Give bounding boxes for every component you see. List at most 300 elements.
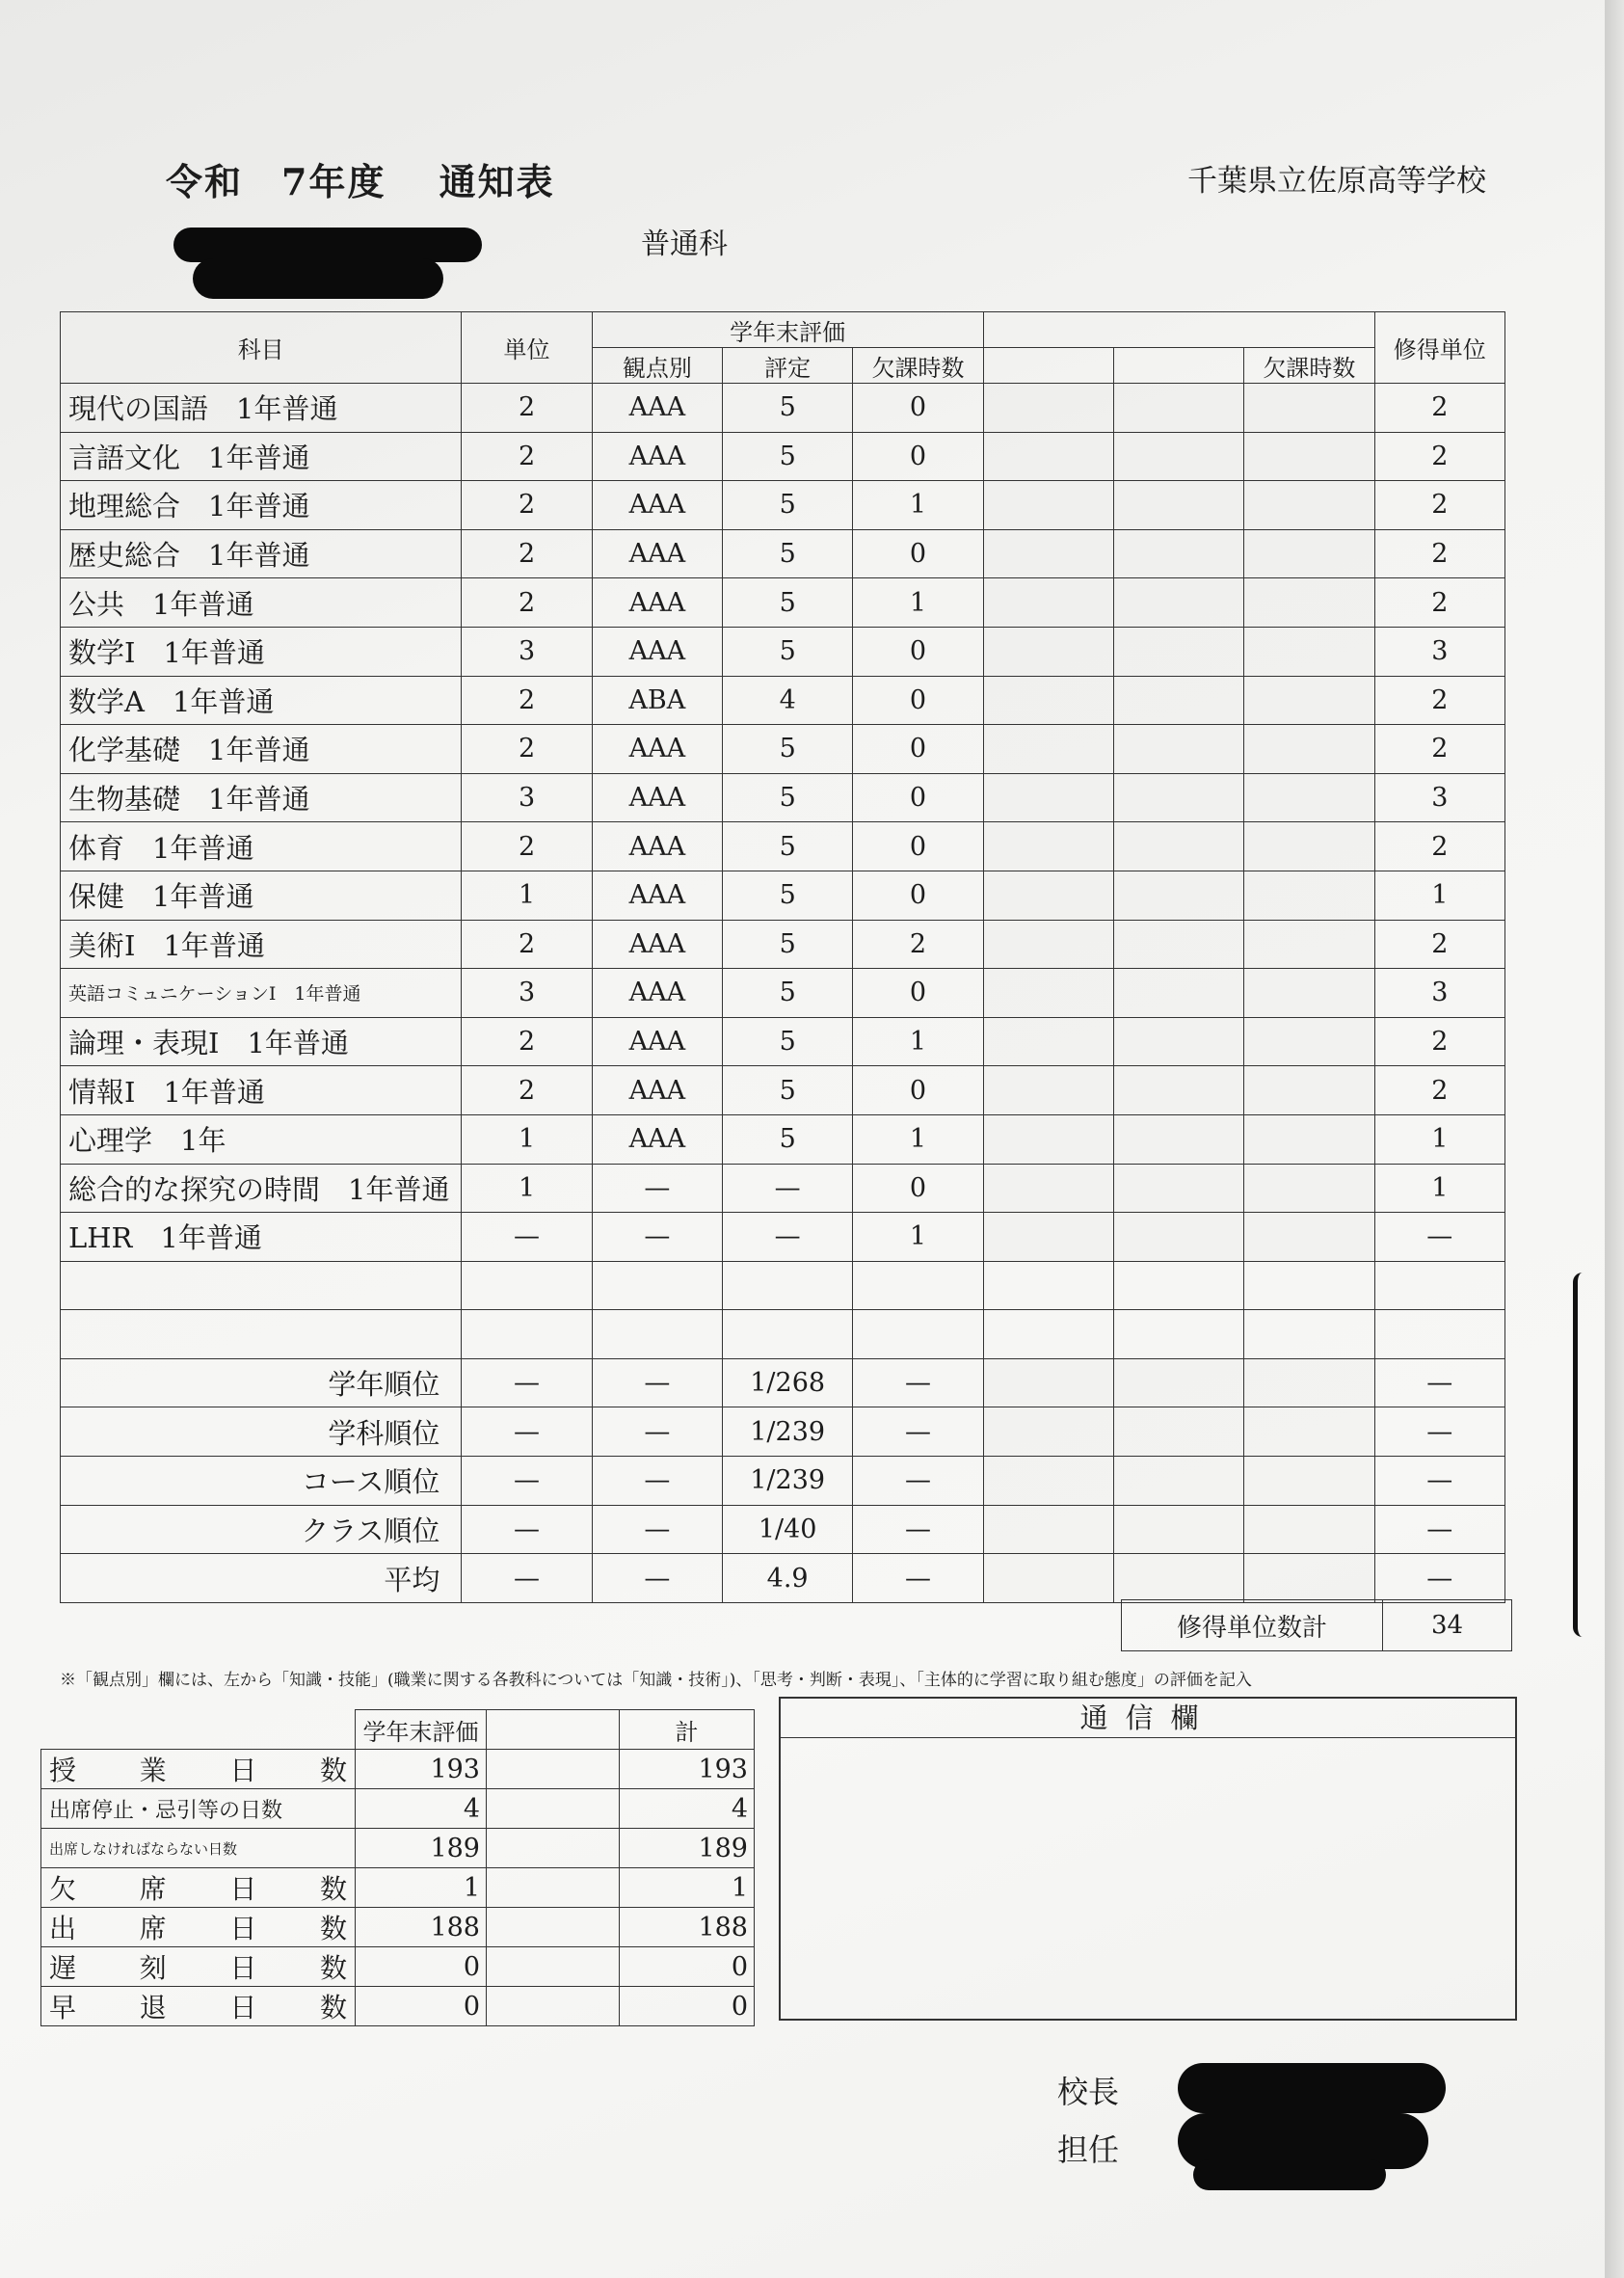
attendance-total: 0 xyxy=(620,1987,755,2026)
homeroom-label: 担任 xyxy=(1057,2131,1120,2168)
earned-units-cell: 3 xyxy=(1374,627,1504,676)
blank-cell xyxy=(983,969,1113,1018)
rating-cell: 1/40 xyxy=(723,1505,853,1554)
viewpoint-cell: — xyxy=(592,1407,722,1457)
table-row xyxy=(61,1066,1505,1115)
blank-cell xyxy=(1244,1164,1374,1213)
absent-hours-cell: 1 xyxy=(853,1114,983,1164)
table-row xyxy=(61,725,1505,774)
blank-cell xyxy=(1244,578,1374,628)
blank-cell xyxy=(1244,1017,1374,1066)
earned-units-cell: — xyxy=(1374,1505,1504,1554)
blank-cell xyxy=(983,1358,1113,1407)
absent-hours-cell: 0 xyxy=(853,822,983,871)
blank-cell xyxy=(983,529,1113,578)
rank-label: クラス順位 xyxy=(61,1505,462,1554)
attendance-col-year-end: 学年末評価 xyxy=(356,1710,487,1750)
subject-cell: 数学A 1年普通 xyxy=(61,676,462,725)
header-blank-2 xyxy=(1113,348,1243,384)
blank-cell xyxy=(983,432,1113,481)
blank-cell xyxy=(983,822,1113,871)
earned-units-cell: 3 xyxy=(1374,773,1504,822)
blank-cell xyxy=(1113,1407,1243,1457)
blank-cell xyxy=(1244,1358,1374,1407)
subject-cell: 現代の国語 1年普通 xyxy=(61,384,462,433)
attendance-total: 188 xyxy=(620,1908,755,1947)
rating-cell: 4.9 xyxy=(723,1554,853,1603)
blank-cell xyxy=(983,481,1113,530)
viewpoint-cell: ABA xyxy=(592,676,722,725)
attendance-label: 早退日数 xyxy=(41,1987,356,2026)
table-row xyxy=(61,676,1505,725)
rating-cell: 5 xyxy=(723,1017,853,1066)
blank-cell xyxy=(1113,773,1243,822)
attendance-label: 欠席日数 xyxy=(41,1868,356,1908)
viewpoint-cell: AAA xyxy=(592,725,722,774)
attendance-year-end: 0 xyxy=(356,1947,487,1987)
subject-cell: 英語コミュニケーションⅠ 1年普通 xyxy=(61,969,462,1018)
principal-label: 校長 xyxy=(1057,2074,1120,2110)
units-cell: 1 xyxy=(462,1164,592,1213)
rank-row xyxy=(61,1505,1505,1554)
attendance-row xyxy=(41,1750,755,1789)
units-cell: 1 xyxy=(462,871,592,920)
blank-cell xyxy=(1113,969,1243,1018)
rank-label: コース順位 xyxy=(61,1457,462,1506)
blank-cell xyxy=(983,1066,1113,1115)
subject-cell: 保健 1年普通 xyxy=(61,871,462,920)
blank-cell xyxy=(1113,1066,1243,1115)
absent-hours-cell: — xyxy=(853,1505,983,1554)
absent-hours-cell: 0 xyxy=(853,725,983,774)
attendance-col-blank xyxy=(487,1710,620,1750)
header-absent-hours-2: 欠課時数 xyxy=(1244,348,1374,384)
rating-cell: 1/268 xyxy=(723,1358,853,1407)
blank-cell xyxy=(983,1505,1113,1554)
absent-hours-cell: 0 xyxy=(853,1066,983,1115)
subject-cell: 心理学 1年 xyxy=(61,1114,462,1164)
blank-cell xyxy=(1244,627,1374,676)
blank-cell xyxy=(1113,1213,1243,1262)
attendance-blank xyxy=(487,1789,620,1829)
subject-cell: 公共 1年普通 xyxy=(61,578,462,628)
absent-hours-cell: 0 xyxy=(853,627,983,676)
viewpoint-cell: — xyxy=(592,1554,722,1603)
table-row xyxy=(61,1164,1505,1213)
attendance-row xyxy=(41,1789,755,1829)
attendance-blank xyxy=(487,1947,620,1987)
units-cell: 2 xyxy=(462,432,592,481)
viewpoint-cell: AAA xyxy=(592,822,722,871)
absent-hours-cell: 0 xyxy=(853,676,983,725)
viewpoint-cell: AAA xyxy=(592,920,722,969)
rank-row xyxy=(61,1358,1505,1407)
blank-cell xyxy=(983,1114,1113,1164)
absent-hours-cell: 0 xyxy=(853,773,983,822)
redaction-name-2 xyxy=(193,258,443,299)
absent-hours-cell: — xyxy=(853,1358,983,1407)
total-units-table xyxy=(1121,1599,1512,1651)
header-blank xyxy=(983,312,1374,348)
header-units: 単位 xyxy=(462,312,592,384)
earned-units-cell: — xyxy=(1374,1213,1504,1262)
blank-cell xyxy=(983,384,1113,433)
earned-units-cell: 2 xyxy=(1374,481,1504,530)
rating-cell: — xyxy=(723,1164,853,1213)
blank-cell xyxy=(983,1457,1113,1506)
earned-units-cell: 2 xyxy=(1374,529,1504,578)
rating-cell: 5 xyxy=(723,822,853,871)
earned-units-cell: 2 xyxy=(1374,384,1504,433)
blank-cell xyxy=(1113,1017,1243,1066)
blank-cell xyxy=(1244,969,1374,1018)
attendance-row xyxy=(41,1987,755,2026)
rating-cell: 5 xyxy=(723,529,853,578)
viewpoint-cell: AAA xyxy=(592,1066,722,1115)
blank-cell xyxy=(1244,822,1374,871)
blank-cell xyxy=(1244,1554,1374,1603)
blank-cell xyxy=(1113,529,1243,578)
attendance-blank xyxy=(487,1829,620,1868)
blank-cell xyxy=(1244,1114,1374,1164)
rating-cell: 5 xyxy=(723,1066,853,1115)
blank-cell xyxy=(1244,432,1374,481)
blank-cell xyxy=(1244,1407,1374,1457)
table-row xyxy=(61,773,1505,822)
attendance-table xyxy=(40,1709,755,2026)
rank-label: 平均 xyxy=(61,1554,462,1603)
earned-units-cell: — xyxy=(1374,1358,1504,1407)
blank-cell xyxy=(1244,920,1374,969)
earned-units-cell: 3 xyxy=(1374,969,1504,1018)
redaction-name xyxy=(173,228,482,262)
earned-units-cell: 2 xyxy=(1374,432,1504,481)
blank-cell xyxy=(983,725,1113,774)
attendance-blank xyxy=(487,1868,620,1908)
viewpoint-cell: AAA xyxy=(592,432,722,481)
table-row xyxy=(61,920,1505,969)
attendance-blank xyxy=(487,1750,620,1789)
viewpoint-cell: AAA xyxy=(592,1114,722,1164)
blank-cell xyxy=(1244,1505,1374,1554)
units-cell: — xyxy=(462,1457,592,1506)
rating-cell: 1/239 xyxy=(723,1457,853,1506)
rank-row xyxy=(61,1457,1505,1506)
table-row xyxy=(61,627,1505,676)
subject-cell: 論理・表現Ⅰ 1年普通 xyxy=(61,1017,462,1066)
blank-cell xyxy=(1113,481,1243,530)
blank-cell xyxy=(1244,725,1374,774)
pen-mark xyxy=(1573,1273,1591,1637)
absent-hours-cell: 1 xyxy=(853,1017,983,1066)
units-cell: — xyxy=(462,1554,592,1603)
header-earned-units: 修得単位 xyxy=(1374,312,1504,384)
rating-cell: 4 xyxy=(723,676,853,725)
viewpoint-note: ※「観点別」欄には、左から「知識・技能」(職業に関する各教科については「知識・技術」)、「思考・判断・表現」、「主体的に学習に取り組む態度」の評価を記入 xyxy=(60,1671,1252,1690)
absent-hours-cell: 0 xyxy=(853,1164,983,1213)
rating-cell: — xyxy=(723,1213,853,1262)
blank-cell xyxy=(983,1554,1113,1603)
units-cell: 2 xyxy=(462,384,592,433)
subject-cell: 数学Ⅰ 1年普通 xyxy=(61,627,462,676)
subject-cell: 情報Ⅰ 1年普通 xyxy=(61,1066,462,1115)
earned-units-cell: — xyxy=(1374,1457,1504,1506)
rating-cell: 5 xyxy=(723,969,853,1018)
total-units-label: 修得単位数計 xyxy=(1122,1600,1383,1651)
subject-cell: LHR 1年普通 xyxy=(61,1213,462,1262)
viewpoint-cell: AAA xyxy=(592,627,722,676)
earned-units-cell: 1 xyxy=(1374,871,1504,920)
empty-row-2 xyxy=(61,1310,462,1359)
header-blank-1 xyxy=(983,348,1113,384)
rank-row xyxy=(61,1407,1505,1457)
table-row xyxy=(61,871,1505,920)
earned-units-cell: 2 xyxy=(1374,676,1504,725)
absent-hours-cell: 2 xyxy=(853,920,983,969)
subject-cell: 美術Ⅰ 1年普通 xyxy=(61,920,462,969)
absent-hours-cell: 0 xyxy=(853,384,983,433)
units-cell: 2 xyxy=(462,529,592,578)
units-cell: — xyxy=(462,1505,592,1554)
blank-cell xyxy=(1244,1066,1374,1115)
table-row xyxy=(61,969,1505,1018)
attendance-row xyxy=(41,1947,755,1987)
blank-cell xyxy=(1113,1554,1243,1603)
blank-cell xyxy=(1244,529,1374,578)
subject-cell: 生物基礎 1年普通 xyxy=(61,773,462,822)
earned-units-cell: 1 xyxy=(1374,1164,1504,1213)
blank-cell xyxy=(1113,725,1243,774)
absent-hours-cell: 0 xyxy=(853,969,983,1018)
rating-cell: 1/239 xyxy=(723,1407,853,1457)
blank-cell xyxy=(1113,432,1243,481)
subject-cell: 体育 1年普通 xyxy=(61,822,462,871)
attendance-row xyxy=(41,1829,755,1868)
blank-cell xyxy=(983,773,1113,822)
rank-row xyxy=(61,1554,1505,1603)
rating-cell: 5 xyxy=(723,773,853,822)
viewpoint-cell: AAA xyxy=(592,384,722,433)
rating-cell: 5 xyxy=(723,920,853,969)
viewpoint-cell: AAA xyxy=(592,1017,722,1066)
blank-cell xyxy=(983,1407,1113,1457)
units-cell: 2 xyxy=(462,1017,592,1066)
attendance-total: 1 xyxy=(620,1868,755,1908)
attendance-label: 遅刻日数 xyxy=(41,1947,356,1987)
blank-cell xyxy=(983,1017,1113,1066)
earned-units-cell: 2 xyxy=(1374,1066,1504,1115)
viewpoint-cell: AAA xyxy=(592,481,722,530)
table-row xyxy=(61,529,1505,578)
header-subject: 科目 xyxy=(61,312,462,384)
attendance-label: 出席停止・忌引等の日数 xyxy=(41,1789,356,1829)
table-row xyxy=(61,481,1505,530)
attendance-year-end: 1 xyxy=(356,1868,487,1908)
blank-cell xyxy=(983,676,1113,725)
earned-units-cell: — xyxy=(1374,1407,1504,1457)
table-row xyxy=(61,1017,1505,1066)
attendance-year-end: 188 xyxy=(356,1908,487,1947)
blank-cell xyxy=(983,627,1113,676)
earned-units-cell: 2 xyxy=(1374,822,1504,871)
blank-cell xyxy=(1113,1164,1243,1213)
header-absent-hours: 欠課時数 xyxy=(853,348,983,384)
table-row xyxy=(61,1114,1505,1164)
attendance-label: 出席日数 xyxy=(41,1908,356,1947)
rating-cell: 5 xyxy=(723,481,853,530)
attendance-label: 授業日数 xyxy=(41,1750,356,1789)
rating-cell: 5 xyxy=(723,725,853,774)
viewpoint-cell: — xyxy=(592,1213,722,1262)
blank-cell xyxy=(1244,871,1374,920)
blank-cell xyxy=(1113,822,1243,871)
blank-cell xyxy=(983,871,1113,920)
rating-cell: 5 xyxy=(723,432,853,481)
units-cell: 3 xyxy=(462,627,592,676)
table-row xyxy=(61,1213,1505,1262)
units-cell: — xyxy=(462,1358,592,1407)
blank-cell xyxy=(1113,1457,1243,1506)
blank-cell xyxy=(1244,481,1374,530)
attendance-total: 0 xyxy=(620,1947,755,1987)
subject-cell: 地理総合 1年普通 xyxy=(61,481,462,530)
communication-title: 通信欄 xyxy=(781,1699,1515,1738)
units-cell: 2 xyxy=(462,578,592,628)
absent-hours-cell: — xyxy=(853,1457,983,1506)
course-name: 普通科 xyxy=(641,228,728,261)
absent-hours-cell: 1 xyxy=(853,578,983,628)
total-units-value: 34 xyxy=(1383,1600,1512,1651)
rating-cell: 5 xyxy=(723,627,853,676)
viewpoint-cell: AAA xyxy=(592,969,722,1018)
viewpoint-cell: AAA xyxy=(592,871,722,920)
attendance-total: 189 xyxy=(620,1829,755,1868)
blank-cell xyxy=(1113,578,1243,628)
attendance-corner xyxy=(41,1710,356,1750)
blank-cell xyxy=(1244,1213,1374,1262)
absent-hours-cell: — xyxy=(853,1407,983,1457)
attendance-blank xyxy=(487,1987,620,2026)
blank-cell xyxy=(1113,1505,1243,1554)
communication-box xyxy=(779,1697,1517,2021)
viewpoint-cell: — xyxy=(592,1358,722,1407)
blank-cell xyxy=(1113,384,1243,433)
redaction-homeroom-2 xyxy=(1193,2159,1386,2190)
attendance-total: 193 xyxy=(620,1750,755,1789)
table-row xyxy=(61,432,1505,481)
header-rating: 評定 xyxy=(723,348,853,384)
school-name: 千葉県立佐原高等学校 xyxy=(1187,164,1486,199)
units-cell: 2 xyxy=(462,1066,592,1115)
blank-cell xyxy=(1113,627,1243,676)
units-cell: 2 xyxy=(462,822,592,871)
viewpoint-cell: — xyxy=(592,1164,722,1213)
attendance-row xyxy=(41,1908,755,1947)
blank-cell xyxy=(983,1164,1113,1213)
earned-units-cell: 2 xyxy=(1374,920,1504,969)
viewpoint-cell: AAA xyxy=(592,529,722,578)
attendance-row xyxy=(41,1868,755,1908)
blank-cell xyxy=(1244,384,1374,433)
units-cell: — xyxy=(462,1407,592,1457)
units-cell: 1 xyxy=(462,1114,592,1164)
table-row xyxy=(61,578,1505,628)
attendance-year-end: 0 xyxy=(356,1987,487,2026)
units-cell: — xyxy=(462,1213,592,1262)
viewpoint-cell: AAA xyxy=(592,578,722,628)
attendance-label: 出席しなければならない日数 xyxy=(41,1829,356,1868)
blank-cell xyxy=(983,578,1113,628)
paper-edge xyxy=(1605,0,1624,2278)
table-row xyxy=(61,384,1505,433)
earned-units-cell: 2 xyxy=(1374,1017,1504,1066)
earned-units-cell: 2 xyxy=(1374,725,1504,774)
page-title: 令和 7年度 通知表 xyxy=(166,160,555,203)
subject-cell: 歴史総合 1年普通 xyxy=(61,529,462,578)
header-viewpoint: 観点別 xyxy=(592,348,722,384)
blank-cell xyxy=(1113,871,1243,920)
redaction-principal xyxy=(1178,2063,1446,2113)
absent-hours-cell: 0 xyxy=(853,529,983,578)
subject-cell: 言語文化 1年普通 xyxy=(61,432,462,481)
viewpoint-cell: — xyxy=(592,1505,722,1554)
blank-cell xyxy=(1113,920,1243,969)
units-cell: 2 xyxy=(462,920,592,969)
rating-cell: 5 xyxy=(723,871,853,920)
units-cell: 3 xyxy=(462,969,592,1018)
blank-cell xyxy=(1113,676,1243,725)
absent-hours-cell: 0 xyxy=(853,871,983,920)
blank-cell xyxy=(1244,773,1374,822)
attendance-total: 4 xyxy=(620,1789,755,1829)
blank-cell xyxy=(1244,1457,1374,1506)
rating-cell: 5 xyxy=(723,578,853,628)
attendance-year-end: 189 xyxy=(356,1829,487,1868)
units-cell: 2 xyxy=(462,481,592,530)
grades-table xyxy=(60,311,1505,1603)
earned-units-cell: 1 xyxy=(1374,1114,1504,1164)
viewpoint-cell: AAA xyxy=(592,773,722,822)
table-row xyxy=(61,822,1505,871)
rating-cell: 5 xyxy=(723,384,853,433)
rating-cell: 5 xyxy=(723,1114,853,1164)
subject-cell: 総合的な探究の時間 1年普通 xyxy=(61,1164,462,1213)
header-year-end: 学年末評価 xyxy=(592,312,983,348)
rank-label: 学年順位 xyxy=(61,1358,462,1407)
attendance-col-total: 計 xyxy=(620,1710,755,1750)
earned-units-cell: — xyxy=(1374,1554,1504,1603)
earned-units-cell: 2 xyxy=(1374,578,1504,628)
viewpoint-cell: — xyxy=(592,1457,722,1506)
units-cell: 2 xyxy=(462,725,592,774)
attendance-year-end: 193 xyxy=(356,1750,487,1789)
attendance-year-end: 4 xyxy=(356,1789,487,1829)
absent-hours-cell: 1 xyxy=(853,481,983,530)
absent-hours-cell: — xyxy=(853,1554,983,1603)
subject-cell: 化学基礎 1年普通 xyxy=(61,725,462,774)
blank-cell xyxy=(983,1213,1113,1262)
units-cell: 2 xyxy=(462,676,592,725)
absent-hours-cell: 0 xyxy=(853,432,983,481)
blank-cell xyxy=(1244,676,1374,725)
units-cell: 3 xyxy=(462,773,592,822)
blank-cell xyxy=(1113,1114,1243,1164)
blank-cell xyxy=(983,920,1113,969)
absent-hours-cell: 1 xyxy=(853,1213,983,1262)
empty-row-1 xyxy=(61,1261,462,1310)
attendance-blank xyxy=(487,1908,620,1947)
blank-cell xyxy=(1113,1358,1243,1407)
